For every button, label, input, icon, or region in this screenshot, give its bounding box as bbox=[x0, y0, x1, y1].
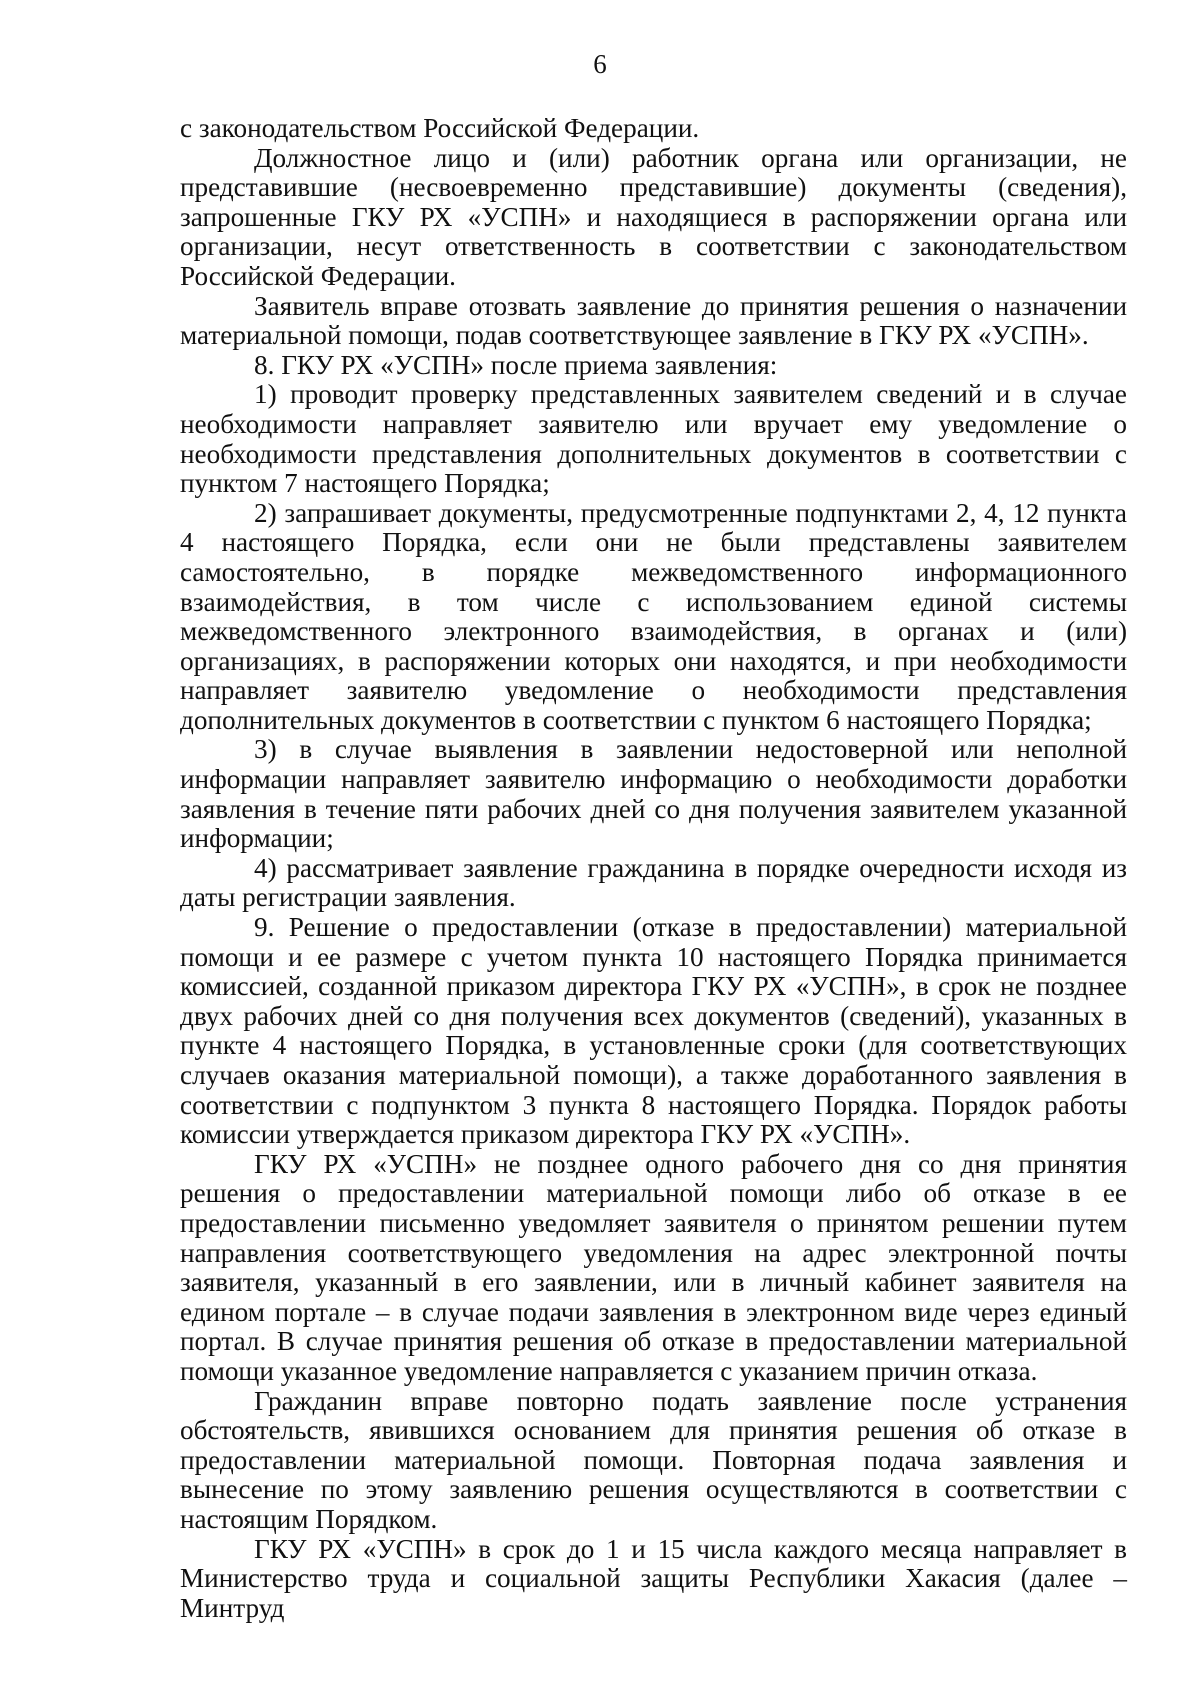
paragraph: Гражданин вправе повторно подать заявление после устранения обстоятельств, явившихся основанием для принятия решения об отказе в предоставлении материальной помощи. Повторная подача заявления и вынесение по этому заявлению решения осуществляются в соответствии с настоящим Порядком. bbox=[180, 1385, 1127, 1534]
paragraph: 1) проводит проверку представленных заявителем сведений и в случае необходимости направляет заявителю или вручает ему уведомление о необходимости представления дополнительных документов в соответствии с пунктом 7 настоящего Порядка; bbox=[180, 379, 1127, 499]
paragraph: Заявитель вправе отозвать заявление до принятия решения о назначении материальной помощи, подав соответствующее заявление в ГКУ РХ «УСПН». bbox=[180, 290, 1127, 351]
paragraph: 8. ГКУ РХ «УСПН» после приема заявления: bbox=[254, 349, 778, 380]
paragraph: 4) рассматривает заявление гражданина в порядке очередности исходя из даты регистрации заявления. bbox=[180, 852, 1127, 913]
paragraph: с законодательством Российской Федерации. bbox=[180, 113, 700, 143]
paragraph: 9. Решение о предоставлении (отказе в предоставлении) материальной помощи и ее размере с учетом пункта 10 настоящего Порядка принимается комиссией, созданной приказом директора ГКУ РХ «УСПН», в срок не позднее двух рабочих дней со дня получения всех документов (сведений), указанных в пункте 4 настоящего Порядка, в установленные сроки (для соответствующих случаев оказания материальной помощи), а также доработанного заявления в соответствии с подпунктом 3 пункта 8 настоящего Порядка. Порядок работы комиссии утверждается приказом директора ГКУ РХ «УСПН». bbox=[180, 912, 1127, 1150]
paragraph: ГКУ РХ «УСПН» в срок до 1 и 15 числа каждого месяца направляет в Министерство труда и социальной защиты Республики Хакасия (далее – Минтруд bbox=[180, 1533, 1127, 1623]
paragraph: 2) запрашивает документы, предусмотренные подпунктами 2, 4, 12 пункта 4 настоящего Порядка, если они не были представлены заявителем самостоятельно, в порядке межведомственного информационного взаимодействия, в том числе с использованием единой системы межведомственного электронного взаимодействия, в органах и (или) организациях, в распоряжении которых они находятся, и при необходимости направляет заявителю уведомление о необходимости представления дополнительных документов в соответствии с пунктом 6 настоящего Порядка; bbox=[180, 497, 1127, 735]
paragraph: Должностное лицо и (или) работник органа или организации, не представившие (несвоевременно представившие) документы (сведения), запрошенные ГКУ РХ «УСПН» и находящиеся в распоряжении органа или организации, несут ответственность в соответствии с законодательством Российской Федерации. bbox=[180, 142, 1127, 291]
paragraph: ГКУ РХ «УСПН» не позднее одного рабочего дня со дня принятия решения о предоставлении материальной помощи либо об отказе в ее предоставлении письменно уведомляет заявителя о принятом решении путем направления соответствующего уведомления на адрес электронной почты заявителя, указанный в его заявлении, или в личный кабинет заявителя на едином портале – в случае подачи заявления в электронном виде через единый портал. В случае принятия решения об отказе в предоставлении материальной помощи указанное уведомление направляется с указанием причин отказа. bbox=[180, 1148, 1127, 1386]
page-number: 6 bbox=[593, 49, 607, 79]
paragraph: 3) в случае выявления в заявлении недостоверной или неполной информации направляет заявителю информацию о необходимости доработки заявления в течение пяти рабочих дней со дня получения заявителем указанной информации; bbox=[180, 734, 1127, 854]
document-body bbox=[180, 114, 1127, 1623]
